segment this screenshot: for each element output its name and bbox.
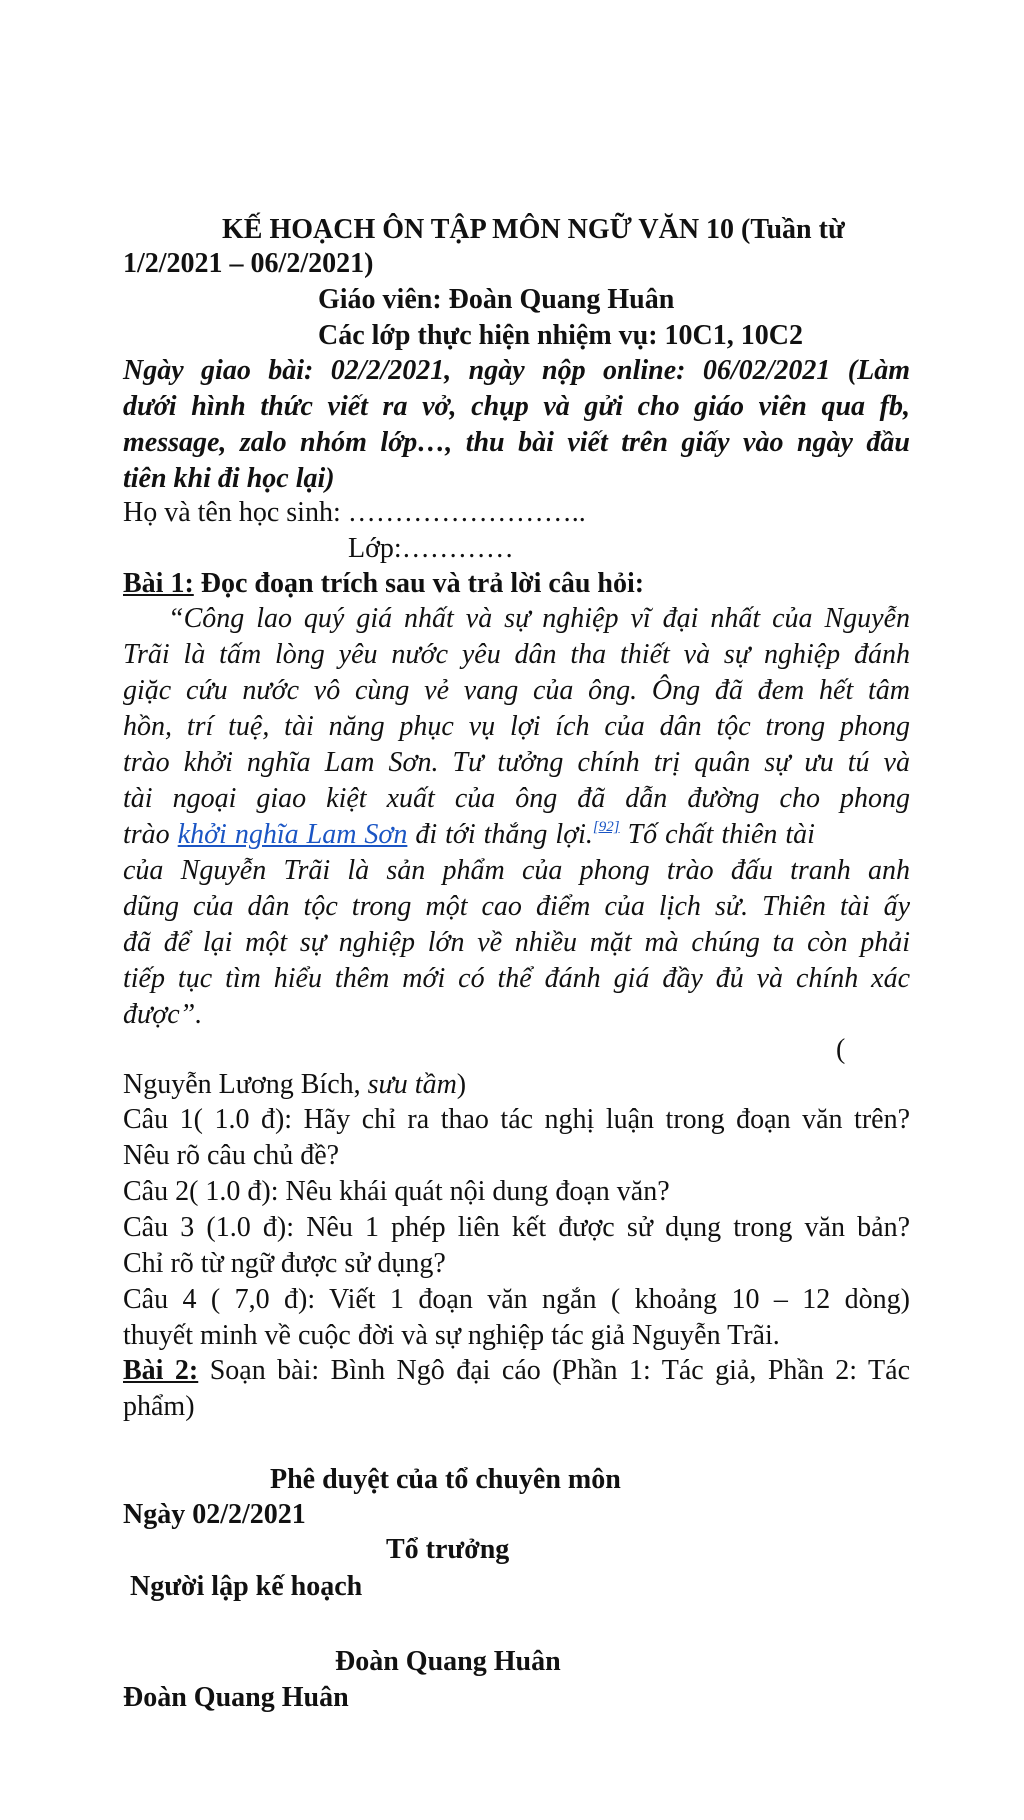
passage-line-9: dũng của dân tộc trong một cao điểm của lịch sử. Thiên tài ấy bbox=[123, 891, 910, 922]
source-author: Nguyễn Lương Bích, bbox=[123, 1069, 368, 1100]
planner-title: Người lập kế hoạch bbox=[123, 1571, 363, 1602]
passage-line-7-pre: trào bbox=[123, 819, 178, 850]
assignment-note-line-2: dưới hình thức viết ra vở, chụp và gửi cho giáo viên qua fb, bbox=[123, 391, 910, 422]
assignment-note-line-1: Ngày giao bài: 02/2/2021, ngày nộp online: 06/02/2021 (Làm bbox=[123, 355, 910, 386]
bai1-heading bbox=[123, 566, 644, 602]
approval-heading: Phê duyệt của tổ chuyên môn bbox=[270, 1464, 621, 1495]
passage-line-3: giặc cứu nước vô cùng vẻ vang của ông. Ông đã đem hết tâm bbox=[123, 675, 910, 706]
head-title: Tổ trưởng bbox=[386, 1534, 510, 1565]
question-4-line-2: thuyết minh về cuộc đời và sự nghiệp tác giả Nguyễn Trãi. bbox=[123, 1320, 780, 1351]
passage-line-8: của Nguyễn Trãi là sản phẩm của phong trào đấu tranh anh bbox=[123, 855, 910, 886]
source-close-paren: ) bbox=[456, 1069, 467, 1100]
question-1-line-1: Câu 1( 1.0 đ): Hãy chỉ ra thao tác nghị luận trong đoạn văn trên? bbox=[123, 1104, 910, 1135]
bai1-instruction: Đọc đoạn trích sau và trả lời câu hỏi: bbox=[193, 568, 645, 599]
passage-line-6: tài ngoại giao kiệt xuất của ông đã dẫn đường cho phong bbox=[123, 783, 910, 814]
passage-line-7-post: Tố chất thiên tài bbox=[619, 819, 815, 850]
teacher-line: Giáo viên: Đoàn Quang Huân bbox=[318, 284, 675, 315]
passage-line-4: hồn, trí tuệ, tài năng phục vụ lợi ích của dân tộc trong phong bbox=[123, 711, 910, 742]
passage-line-11: tiếp tục tìm hiểu thêm mới có thể đánh giá đầy đủ và chính xác bbox=[123, 963, 910, 994]
source-line bbox=[123, 1067, 466, 1103]
bai2-line-2: phẩm) bbox=[123, 1391, 195, 1422]
approval-date: Ngày 02/2/2021 bbox=[123, 1499, 306, 1530]
bai1-label: Bài 1: bbox=[123, 568, 194, 599]
assignment-note-line-4: tiên khi đi học lại) bbox=[123, 463, 335, 494]
class-line: Lớp:………… bbox=[348, 533, 514, 564]
passage-line-7 bbox=[123, 817, 815, 853]
passage-line-1: “Công lao quý giá nhất và sự nghiệp vĩ đại nhất của Nguyễn bbox=[168, 603, 910, 634]
question-3-line-1: Câu 3 (1.0 đ): Nêu 1 phép liên kết được sử dụng trong văn bản? bbox=[123, 1212, 910, 1243]
question-1-line-2: Nêu rõ câu chủ đề? bbox=[123, 1140, 340, 1171]
passage-line-2: Trãi là tấm lòng yêu nước yêu dân tha thiết và sự nghiệp đánh bbox=[123, 639, 910, 670]
bai2-line-1 bbox=[123, 1353, 910, 1389]
lam-son-link[interactable]: khởi nghĩa Lam Sơn bbox=[177, 819, 408, 850]
title-line-2: 1/2/2021 – 06/2/2021) bbox=[123, 248, 374, 279]
passage-line-7-mid: đi tới thắng lợi. bbox=[407, 819, 593, 850]
passage-line-10: đã để lại một sự nghiệp lớn về nhiều mặt mà chúng ta còn phải bbox=[123, 927, 910, 958]
citation-ref-link[interactable]: [92] bbox=[592, 819, 620, 835]
passage-line-12: được”. bbox=[123, 999, 203, 1030]
source-note: sưu tầm bbox=[367, 1069, 457, 1100]
question-2: Câu 2( 1.0 đ): Nêu khái quát nội dung đoạn văn? bbox=[123, 1176, 670, 1207]
assignment-note-line-3: message, zalo nhóm lớp…, thu bài viết trên giấy vào ngày đầu bbox=[123, 427, 910, 458]
title-line-1: KẾ HOẠCH ÔN TẬP MÔN NGỮ VĂN 10 (Tuần từ bbox=[222, 214, 845, 245]
classes-line: Các lớp thực hiện nhiệm vụ: 10C1, 10C2 bbox=[318, 320, 803, 351]
bai2-label: Bài 2: bbox=[123, 1355, 199, 1386]
passage-line-5: trào khởi nghĩa Lam Sơn. Tư tưởng chính trị quân sự ưu tú và bbox=[123, 747, 910, 778]
bai2-text: Soạn bài: Bình Ngô đại cáo (Phần 1: Tác giả, Phần 2: Tác bbox=[198, 1355, 910, 1386]
planner-name: Đoàn Quang Huân bbox=[123, 1682, 349, 1713]
student-name-line: Họ và tên học sinh: …………………….. bbox=[123, 497, 586, 528]
question-4-line-1: Câu 4 ( 7,0 đ): Viết 1 đoạn văn ngắn ( khoảng 10 – 12 dòng) bbox=[123, 1284, 910, 1315]
head-name: Đoàn Quang Huân bbox=[335, 1646, 561, 1677]
question-3-line-2: Chỉ rõ từ ngữ được sử dụng? bbox=[123, 1248, 446, 1279]
source-open-paren: ( bbox=[836, 1034, 846, 1065]
